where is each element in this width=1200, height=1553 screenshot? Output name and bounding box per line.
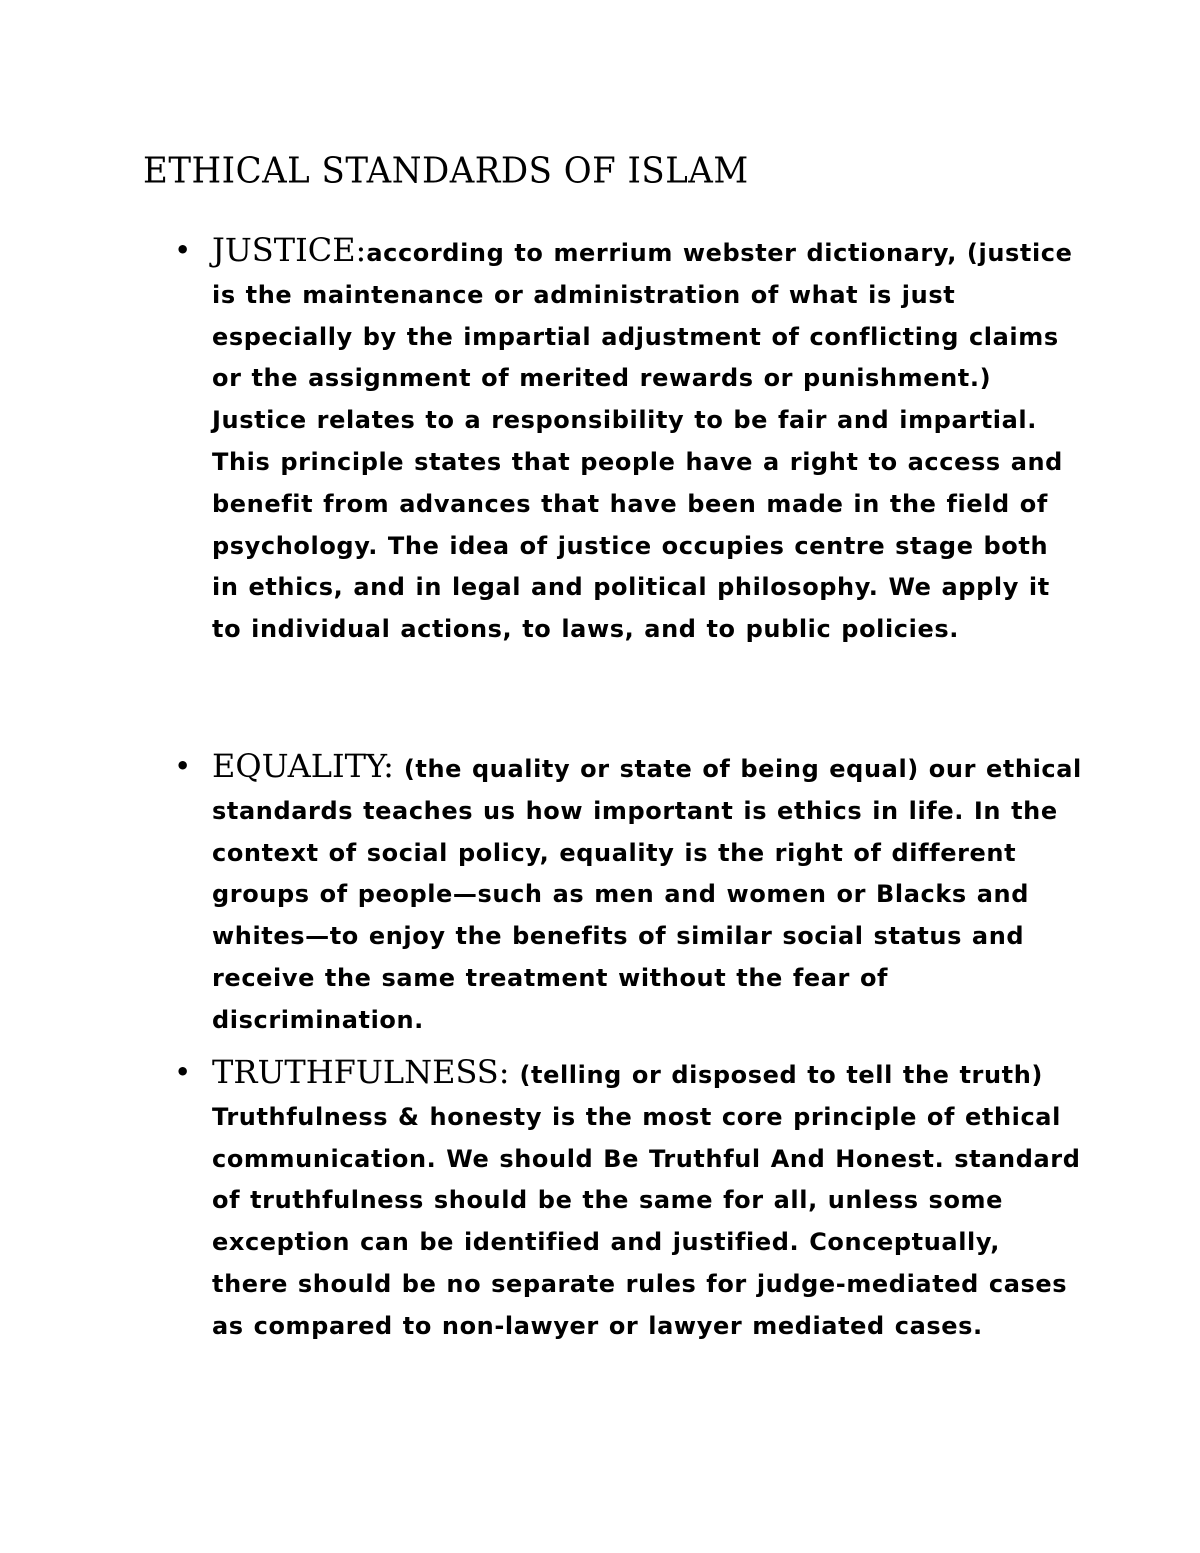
item-text-truthfulness: (telling or disposed to tell the truth) Truthfulness & honesty is the most core principle of ethical communication. We should Be Truthful And Honest. standard of truthfulness should be the same for all, unless some exception can be identified and justified. Conceptually, there should be no separate rules for judge-mediated cases as compared to non-lawyer or lawyer mediated cases.: [212, 1061, 1081, 1340]
document-title: ETHICAL STANDARDS OF ISLAM: [143, 149, 749, 192]
term-truthfulness: TRUTHFULNESS:: [212, 1053, 510, 1091]
list-item-truthfulness: [175, 1052, 1082, 1348]
term-equality: EQUALITY:: [212, 747, 394, 785]
term-justice: JUSTICE:: [212, 231, 367, 269]
list-item-justice: [175, 230, 1082, 651]
bullet-icon: •: [175, 236, 191, 264]
item-text-justice: according to merrium webster dictionary, (justice is the maintenance or administration of what is just especially by the impartial adjustment of conflicting claims or the assignment of merited rewards or punishment.) Justice relates to a responsibility to be fair and impartial. This principle states that people have a right to access and benefit from advances that have been made in the field of psychology. The idea of justice occupies centre stage both in ethics, and in legal and political philosophy. We apply it to individual actions, to laws, and to public policies.: [212, 239, 1073, 644]
bullet-icon: •: [175, 1058, 191, 1086]
list-item-equality: [175, 746, 1082, 1042]
bullet-icon: •: [175, 752, 191, 780]
item-text-equality: (the quality or state of being equal) our ethical standards teaches us how important is ethics in life. In the context of social policy, equality is the right of different groups of people—such as men and women or Blacks and whites—to enjoy the benefits of similar social status and receive the same treatment without the fear of discrimination.: [212, 755, 1082, 1034]
